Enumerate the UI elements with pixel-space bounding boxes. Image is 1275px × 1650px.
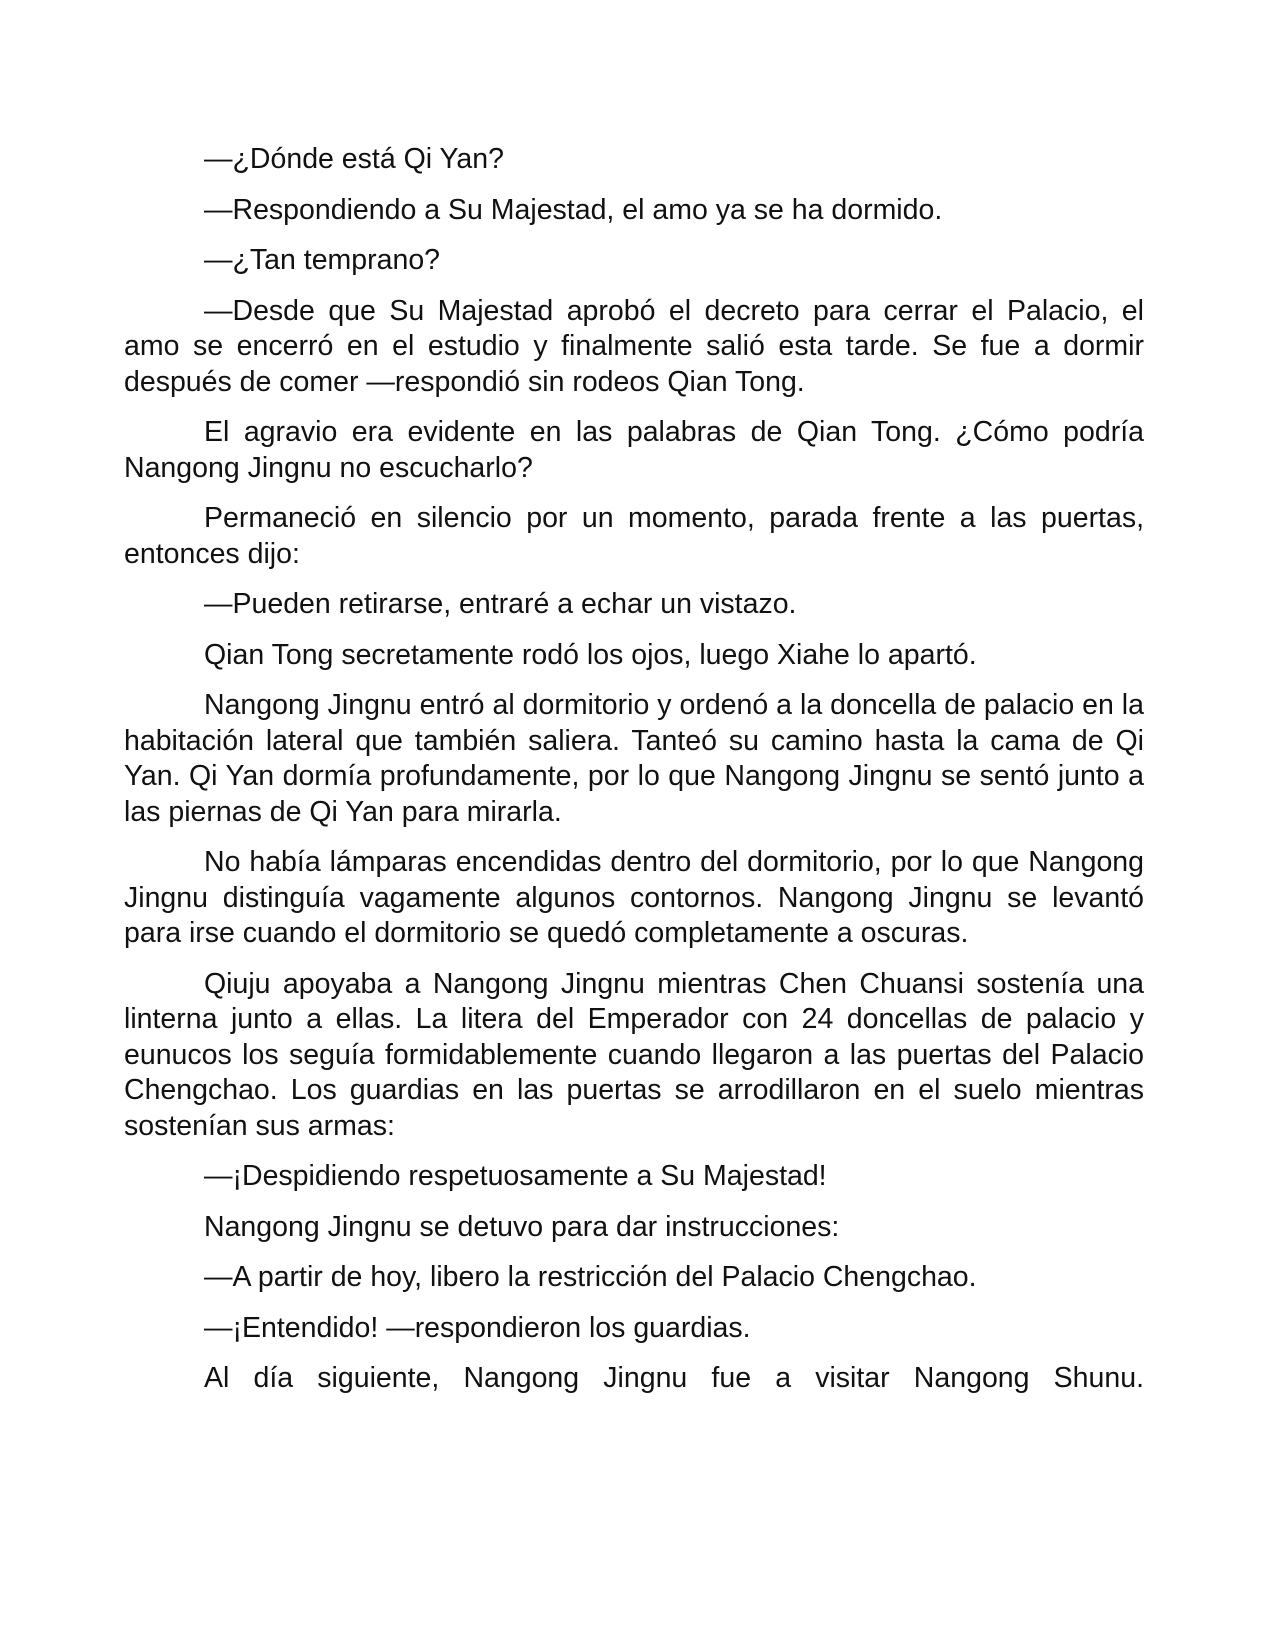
paragraph-7: —Pueden retirarse, entraré a echar un vistazo. <box>204 588 797 620</box>
paragraph-12: —¡Despidiendo respetuosamente a Su Majestad! <box>204 1160 827 1192</box>
paragraph-4: —Desde que Su Majestad aprobó el decreto para cerrar el Palacio, el amo se encerró en el estudio y finalmente salió esta tarde. Se fue a dormir después de comer —respondió sin rodeos Qian Tong. <box>124 294 1144 398</box>
paragraph-6: Permaneció en silencio por un momento, parada frente a las puertas, entonces dijo: <box>124 502 1144 570</box>
paragraph-10: No había lámparas encendidas dentro del dormitorio, por lo que Nangong Jingnu distinguía vagamente algunos contornos. Nangong Jingnu se levantó para irse cuando el dormitorio se quedó completamente a oscuras. <box>124 846 1144 949</box>
paragraph-13: Nangong Jingnu se detuvo para dar instrucciones: <box>204 1210 840 1243</box>
paragraph-5: El agravio era evidente en las palabras de Qian Tong. ¿Cómo podría Nangong Jingnu no escucharlo? <box>124 416 1144 484</box>
paragraph-11: Qiuju apoyaba a Nangong Jingnu mientras Chen Chuansi sostenía una linterna junto a ellas. La litera del Emperador con 24 doncellas de palacio y eunucos los seguía formidablemente cuando llegaron a las puertas del Palacio Chengchao. Los guardias en las puertas se arrodillaron en el suelo mientras sostenían sus armas: <box>124 967 1144 1142</box>
paragraph-1: —¿Dónde está Qi Yan? <box>204 143 504 175</box>
paragraph-15: —¡Entendido! —respondieron los guardias. <box>204 1311 751 1344</box>
paragraph-3: —¿Tan temprano? <box>204 244 441 276</box>
paragraph-14: —A partir de hoy, libero la restricción del Palacio Chengchao. <box>204 1261 977 1293</box>
paragraph-2: —Respondiendo a Su Majestad, el amo ya se ha dormido. <box>204 193 943 226</box>
paragraph-9: Nangong Jingnu entró al dormitorio y ordenó a la doncella de palacio en la habitación lateral que también saliera. Tanteó su camino hasta la cama de Qi Yan. Qi Yan dormía profundamente, por lo que Nangong Jingnu se sentó junto a las piernas de Qi Yan para mirarla. <box>124 689 1144 828</box>
paragraph-16: Al día siguiente, Nangong Jingnu fue a visitar Nangong Shunu. <box>204 1362 1144 1394</box>
document-page <box>124 142 1144 1397</box>
paragraph-8: Qian Tong secretamente rodó los ojos, luego Xiahe lo apartó. <box>204 638 977 671</box>
